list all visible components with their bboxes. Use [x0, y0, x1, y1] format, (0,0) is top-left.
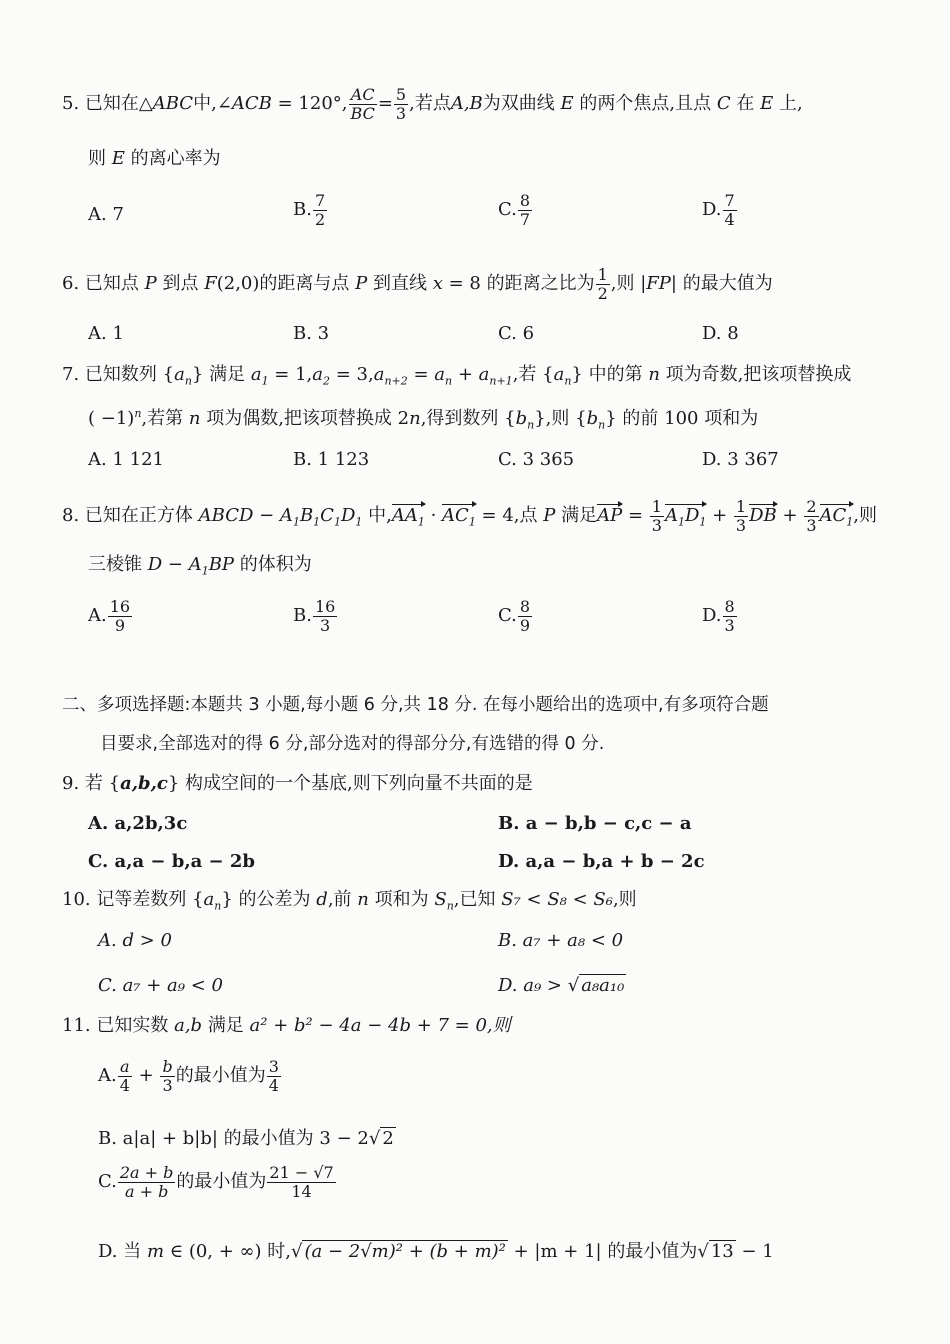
fraction: [160, 1058, 174, 1094]
section-2-heading-line2: 目要求,全部选对的得 6 分,部分选对的得部分分,有选错的得 0 分.: [100, 734, 605, 754]
text: 中,∠: [193, 93, 232, 115]
fraction: [734, 498, 748, 534]
fraction: [313, 598, 337, 634]
text: 项为奇数,把该项替换成: [665, 364, 852, 385]
text: n: [409, 408, 421, 429]
q9-option-c: C. a,a − b,a − 2b: [88, 851, 255, 872]
denominator: 3: [735, 515, 747, 535]
text: ,则: [612, 889, 637, 910]
fraction: [394, 86, 408, 122]
q10-option-d: D. a₉ > √ a₈a₁₀: [498, 975, 625, 996]
denominator: a + b: [124, 1181, 169, 1201]
text: } 的前 100 项和为: [605, 408, 759, 429]
text: B. a|a| + b|b| 的最小值为 3 − 2: [98, 1128, 369, 1149]
vector-ap: AP: [597, 505, 623, 527]
q11-option-b: B. a|a| + b|b| 的最小值为 3 − 2√ 2: [98, 1128, 394, 1149]
q7-stem-line2: [88, 408, 758, 431]
q8-stem-line2: [88, 556, 312, 577]
text: +: [706, 505, 733, 527]
fraction: [267, 1164, 335, 1200]
denominator: 9: [519, 615, 531, 635]
text: F: [204, 273, 217, 295]
label: D.: [702, 605, 722, 627]
text: ABCD − A: [198, 505, 293, 527]
text: $b_n$: [586, 408, 606, 432]
text: },则 {: [534, 408, 587, 429]
numerator: 1: [651, 497, 662, 516]
radicand: (a − 2√m)² + (b + m)²: [304, 1241, 506, 1262]
q5-option-a: A. 7: [88, 204, 124, 225]
text: E: [560, 93, 574, 115]
numerator: 7: [314, 191, 326, 210]
text: ,则: [853, 505, 878, 527]
text: 5. 已知在△: [62, 93, 153, 115]
q6-option-d: D. 8: [702, 323, 739, 344]
q11-option-c: [98, 1164, 337, 1200]
text: } 构成空间的一个基底,则下列向量不共面的是: [167, 773, 533, 794]
q6-option-b: B. 3: [293, 323, 330, 344]
denominator: 4: [268, 1075, 279, 1095]
fraction: [118, 1058, 132, 1094]
text: ,若点: [409, 93, 451, 115]
text: 9. 若 {: [62, 773, 121, 794]
numerator: 7: [724, 191, 735, 210]
text: ,若第: [141, 408, 184, 429]
q11-option-a: [98, 1058, 282, 1094]
text: FP: [646, 273, 671, 295]
text: 则: [88, 148, 106, 169]
text: 中,: [368, 505, 392, 527]
fraction: [518, 192, 532, 228]
numerator: 8: [724, 597, 735, 616]
text: E: [111, 148, 125, 169]
text: D − A: [147, 554, 202, 575]
text: 7. 已知数列 {: [62, 364, 175, 385]
text: $a_1$: [250, 364, 269, 388]
text: $S_n$: [434, 889, 454, 913]
fraction: [108, 598, 132, 634]
text: C: [716, 93, 731, 115]
text: $_1B_1C_1D_1$: [292, 505, 363, 529]
numerator: 1: [597, 265, 608, 284]
text: $a_2$: [312, 364, 330, 388]
text: d: [316, 889, 328, 910]
text: A,B: [450, 93, 483, 115]
numerator: 5: [395, 85, 407, 104]
denominator: 3: [651, 515, 662, 535]
text: m: [146, 1241, 165, 1262]
label: A.: [98, 1065, 117, 1087]
fraction: [118, 1164, 176, 1200]
text: 8. 已知在正方体: [62, 505, 193, 527]
fraction: [267, 1058, 281, 1094]
numerator: a: [120, 1057, 130, 1076]
q7-option-a: A. 1 121: [88, 449, 164, 470]
numerator: b: [162, 1057, 173, 1076]
text: $a_n$: [203, 889, 222, 913]
radicand: 13: [710, 1241, 734, 1262]
text: 10. 记等差数列 {: [62, 889, 204, 910]
vector-db: DB: [749, 505, 777, 527]
radicand: a₈a₁₀: [581, 975, 625, 996]
text: 的距离与点: [259, 273, 350, 295]
denominator: 9: [114, 615, 125, 635]
text: ·: [424, 505, 443, 527]
numerator: 21 − √7: [269, 1163, 334, 1182]
text: x: [432, 273, 443, 295]
q8-option-b: [293, 598, 338, 634]
text: ,前: [327, 889, 352, 910]
text: $a_{n+1}$: [478, 364, 513, 388]
fraction: [723, 598, 737, 634]
q10-stem: [62, 891, 637, 912]
label: C.: [498, 605, 517, 627]
q9-option-d: D. a,a − b,a + b − 2c: [498, 851, 705, 872]
q5-stem-line2: [88, 150, 221, 168]
text: =: [407, 364, 435, 385]
text: $a_n$: [434, 364, 453, 388]
denominator: 3: [395, 103, 407, 123]
q11-option-d: D. 当 m ∈ (0, + ∞) 时,√ (a − 2√m)² + (b + m)² + |m + 1| 的最小值为√ 13 − 1: [98, 1241, 774, 1262]
text: = 120°,: [271, 93, 348, 115]
text: n: [357, 889, 369, 910]
text: − 1: [735, 1241, 774, 1262]
vector-ac1: $AC_1$: [819, 505, 854, 529]
text: +: [776, 505, 804, 527]
text: E: [760, 93, 774, 115]
text: 到直线: [373, 273, 427, 295]
q5-option-d: [702, 192, 738, 228]
label: C.: [98, 1171, 117, 1193]
text: $b_n$: [515, 408, 535, 432]
text: +: [452, 364, 479, 385]
text: } 中的第: [571, 364, 643, 385]
numerator: AC: [350, 85, 375, 104]
text: 的离心率为: [130, 148, 221, 169]
text: $a_{n+2}$: [373, 364, 408, 388]
text: ∈ (0, + ∞) 时,: [164, 1241, 291, 1262]
fraction: [650, 498, 664, 534]
text: 的两个焦点,且点: [579, 93, 712, 115]
fraction: [313, 192, 327, 228]
denominator: BC: [350, 103, 375, 123]
numerator: 8: [519, 597, 531, 616]
numerator: 16: [314, 597, 336, 616]
numerator: 8: [519, 191, 531, 210]
text: 项和为: [374, 889, 429, 910]
label: C.: [498, 199, 517, 221]
text: ,则 |: [610, 273, 647, 295]
text: } 满足: [191, 364, 246, 385]
text: 满足: [561, 505, 598, 527]
text: ,得到数列 {: [420, 408, 516, 429]
text: ABC: [152, 93, 194, 115]
q8-stem: [62, 498, 877, 534]
text: BP: [208, 554, 235, 575]
text: D. a₉ >: [498, 975, 568, 996]
q7-option-b: B. 1 123: [293, 449, 370, 470]
q7-option-c: C. 3 365: [498, 449, 575, 470]
text: 在: [736, 93, 755, 115]
q9-option-b: B. a − b,b − c,c − a: [498, 813, 692, 834]
denominator: 2: [597, 283, 608, 303]
denominator: 2: [314, 209, 326, 229]
text: =: [622, 505, 649, 527]
text: | 的最大值为: [670, 273, 773, 295]
exponent: n: [134, 407, 142, 420]
text: D. 当: [98, 1241, 142, 1262]
text: 满足: [207, 1015, 244, 1036]
q6-stem: [62, 266, 773, 302]
text: a,b,c: [120, 773, 168, 794]
fraction: [723, 192, 737, 228]
q10-option-a: A. d > 0: [98, 930, 172, 951]
label: D.: [702, 199, 722, 221]
text: } 的公差为: [221, 889, 311, 910]
text: P: [144, 273, 157, 295]
fraction: [804, 498, 818, 534]
vector-ac1: $AC_1$: [442, 505, 476, 529]
text: 6. 已知点: [62, 273, 139, 295]
label: B.: [293, 605, 312, 627]
text: ,已知: [453, 889, 496, 910]
q8-option-d: [702, 598, 738, 634]
subscript: 1: [201, 564, 209, 578]
radicand: 2: [382, 1128, 394, 1149]
q5-option-c: [498, 192, 533, 228]
text: 的最小值为: [175, 1065, 266, 1087]
text: 到点: [162, 273, 199, 295]
q6-option-c: C. 6: [498, 323, 535, 344]
text: a,b: [174, 1015, 203, 1036]
text: + |m + 1| 的最小值为: [507, 1241, 698, 1262]
text: 的体积为: [239, 554, 312, 575]
text: ,若 {: [512, 364, 554, 385]
text: = 8 的距离之比为: [442, 273, 595, 295]
denominator: 14: [291, 1181, 312, 1201]
text: = 3,: [330, 364, 374, 385]
denominator: 3: [724, 615, 735, 635]
text: S₇ < S₈ < S₆: [501, 889, 613, 910]
text: 11. 已知实数: [62, 1015, 169, 1036]
text: $a_n$: [174, 364, 192, 388]
q8-option-a: [88, 598, 133, 634]
text: ACB: [231, 93, 272, 115]
text: P: [355, 273, 368, 295]
q7-stem: [62, 366, 851, 387]
text: = 1,: [268, 364, 313, 385]
section-2-heading: 二、多项选择题:本题共 3 小题,每小题 6 分,共 18 分. 在每小题给出的选项中,有多项符合题: [62, 695, 769, 715]
denominator: 4: [724, 209, 735, 229]
text: $a_n$: [553, 364, 572, 388]
denominator: 7: [519, 209, 531, 229]
text: n: [648, 364, 660, 385]
text: 项为偶数,把该项替换成 2: [206, 408, 410, 429]
text: 三棱锥: [88, 554, 142, 575]
numerator: 2: [806, 497, 817, 516]
denominator: 3: [806, 515, 817, 535]
text: =: [377, 93, 393, 115]
text: n: [188, 408, 201, 429]
text: = 4,点: [475, 505, 538, 527]
text: +: [132, 1065, 160, 1087]
text: a² + b² − 4a − 4b + 7 = 0,则: [249, 1015, 511, 1036]
denominator: 3: [162, 1075, 173, 1095]
text: 为双曲线: [482, 93, 555, 115]
vector-a1d1: $A_1D_1$: [664, 505, 707, 529]
denominator: 3: [320, 615, 331, 635]
vector-aa1: $AA_1$: [391, 505, 425, 529]
q5-stem: [62, 86, 803, 122]
text: P: [543, 505, 556, 527]
text: ( −1): [88, 408, 135, 429]
fraction: [349, 86, 377, 122]
fraction: [596, 266, 610, 302]
q10-option-b: B. a₇ + a₈ < 0: [498, 930, 624, 951]
q5-option-b: [293, 192, 328, 228]
q11-stem: [62, 1017, 511, 1035]
numerator: 16: [109, 597, 131, 616]
text: 上,: [778, 93, 803, 115]
numerator: 3: [268, 1057, 279, 1076]
numerator: 2a + b: [119, 1163, 174, 1182]
q9-stem: [62, 775, 533, 793]
label: B.: [293, 199, 312, 221]
q7-option-d: D. 3 367: [702, 449, 779, 470]
denominator: 4: [119, 1075, 130, 1095]
q9-option-a: A. a,2b,3c: [88, 813, 188, 834]
label: A.: [88, 605, 107, 627]
text: (2,0): [216, 273, 260, 295]
text: 的最小值为: [176, 1171, 267, 1193]
numerator: 1: [735, 497, 747, 516]
q6-option-a: A. 1: [88, 323, 124, 344]
q10-option-c: C. a₇ + a₉ < 0: [98, 975, 223, 996]
fraction: [518, 598, 532, 634]
q8-option-c: [498, 598, 533, 634]
